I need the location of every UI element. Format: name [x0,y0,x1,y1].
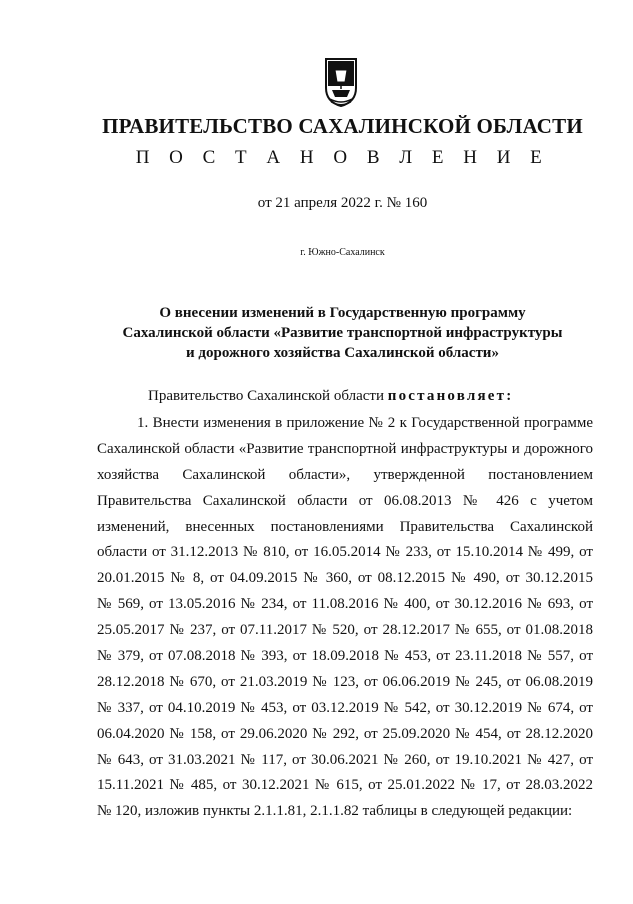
body-line: № 337, от 04.10.2019 № 453, от 03.12.2019 № 542, от 30.12.2019 № 674, от [97,699,593,716]
intro-text: Правительство Сахалинской области [148,388,388,404]
body-line: хозяйства Сахалинской области», утвержденной постановлением [97,466,593,483]
body-line: области от 31.12.2013 № 810, от 16.05.2014 № 233, от 15.10.2014 № 499, от [97,544,593,561]
body-line: изменений, внесенных постановлениями Правительства Сахалинской [97,518,593,535]
subject-line: О внесении изменений в Государственную программу [159,305,526,321]
intro-resolves-word: постановляет: [387,388,514,404]
coat-of-arms-emblem [323,56,359,108]
body-line: 15.11.2021 № 485, от 30.12.2021 № 615, от 25.01.2022 № 17, от 28.03.2022 [97,777,593,794]
body-line: 1. Внести изменения в приложение № 2 к Государственной программе [137,415,593,431]
body-line: 25.05.2017 № 237, от 07.11.2017 № 520, от 28.12.2017 № 655, от 01.08.2018 [97,622,593,639]
body-line: 28.12.2018 № 670, от 21.03.2019 № 123, от 06.06.2019 № 245, от 06.08.2019 [97,673,593,690]
body-line: Сахалинской области «Развитие транспортной инфраструктуры и дорожного [97,440,593,457]
body-line: 06.04.2020 № 158, от 29.06.2020 № 292, от 25.09.2020 № 454, от 28.12.2020 [97,725,593,742]
subject-line: Сахалинской области «Развитие транспортной инфраструктуры [122,325,563,341]
body-line: № 120, изложив пункты 2.1.1.81, 2.1.1.82 таблицы в следующей редакции: [97,803,573,820]
body-line: Правительства Сахалинской области от 06.08.2013 № 426 с учетом [97,492,593,509]
body-line: № 569, от 13.05.2016 № 234, от 11.08.2016 № 400, от 30.12.2016 № 693, от [97,596,593,613]
document-subject [0,303,633,363]
subject-line: и дорожного хозяйства Сахалинской области» [186,345,499,361]
document-city: г. Южно-Сахалинск [300,247,385,258]
document-date-number: от 21 апреля 2022 г. № 160 [257,195,428,211]
body-line: № 379, от 07.08.2018 № 393, от 18.09.2018 № 453, от 23.11.2018 № 557, от [97,648,593,665]
body-line: № 643, от 31.03.2021 № 117, от 30.06.2021 № 260, от 19.10.2021 № 427, от [97,751,593,768]
resolution-body [97,411,593,825]
government-title: ПРАВИТЕЛЬСТВО САХАЛИНСКОЙ ОБЛАСТИ [102,114,583,138]
body-line: 20.01.2015 № 8, от 04.09.2015 № 360, от 08.12.2015 № 490, от 30.12.2015 [97,570,593,587]
resolution-intro [148,388,513,405]
document-type-title: П О С Т А Н О В Л Е Н И Е [135,147,550,168]
